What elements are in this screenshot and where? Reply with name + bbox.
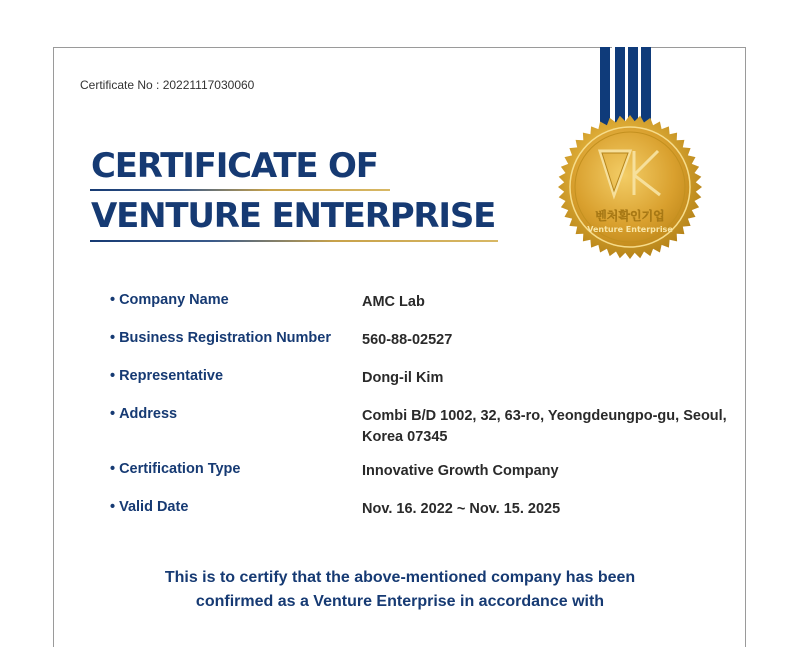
- field-value: AMC Lab: [362, 294, 425, 310]
- field-label: • Valid Date: [110, 499, 189, 515]
- certificate-number: Certificate No : 20221117030060: [80, 78, 255, 92]
- field-label: • Certification Type: [110, 461, 241, 477]
- field-label: • Address: [110, 406, 178, 422]
- venture-seal-icon: [548, 47, 713, 262]
- seal-english-text: Venture Enterprise: [587, 225, 673, 234]
- field-value: Combi B/D 1002, 32, 63-ro, Yeongdeungpo-gu, Seoul, Korea 07345: [362, 408, 727, 445]
- title-underline-2: [90, 240, 498, 242]
- field-value: Innovative Growth Company: [362, 463, 559, 479]
- field-label: • Representative: [110, 368, 224, 384]
- field-label: • Business Registration Number: [110, 330, 331, 346]
- title-line-2: VENTURE ENTERPRISE: [91, 196, 496, 236]
- seal-korean-text: 벤처확인기업: [595, 209, 665, 223]
- field-value: Dong-il Kim: [362, 370, 444, 386]
- field-label: • Company Name: [110, 292, 229, 308]
- title-underline-1: [90, 189, 390, 191]
- field-value: Nov. 16. 2022 ~ Nov. 15. 2025: [362, 501, 561, 517]
- field-value: 560-88-02527: [362, 332, 453, 348]
- certification-statement: This is to certify that the above-mentioned company has been confirmed as a Venture Enterprise in accordance with: [164, 569, 636, 610]
- title-line-1: CERTIFICATE OF: [91, 146, 378, 186]
